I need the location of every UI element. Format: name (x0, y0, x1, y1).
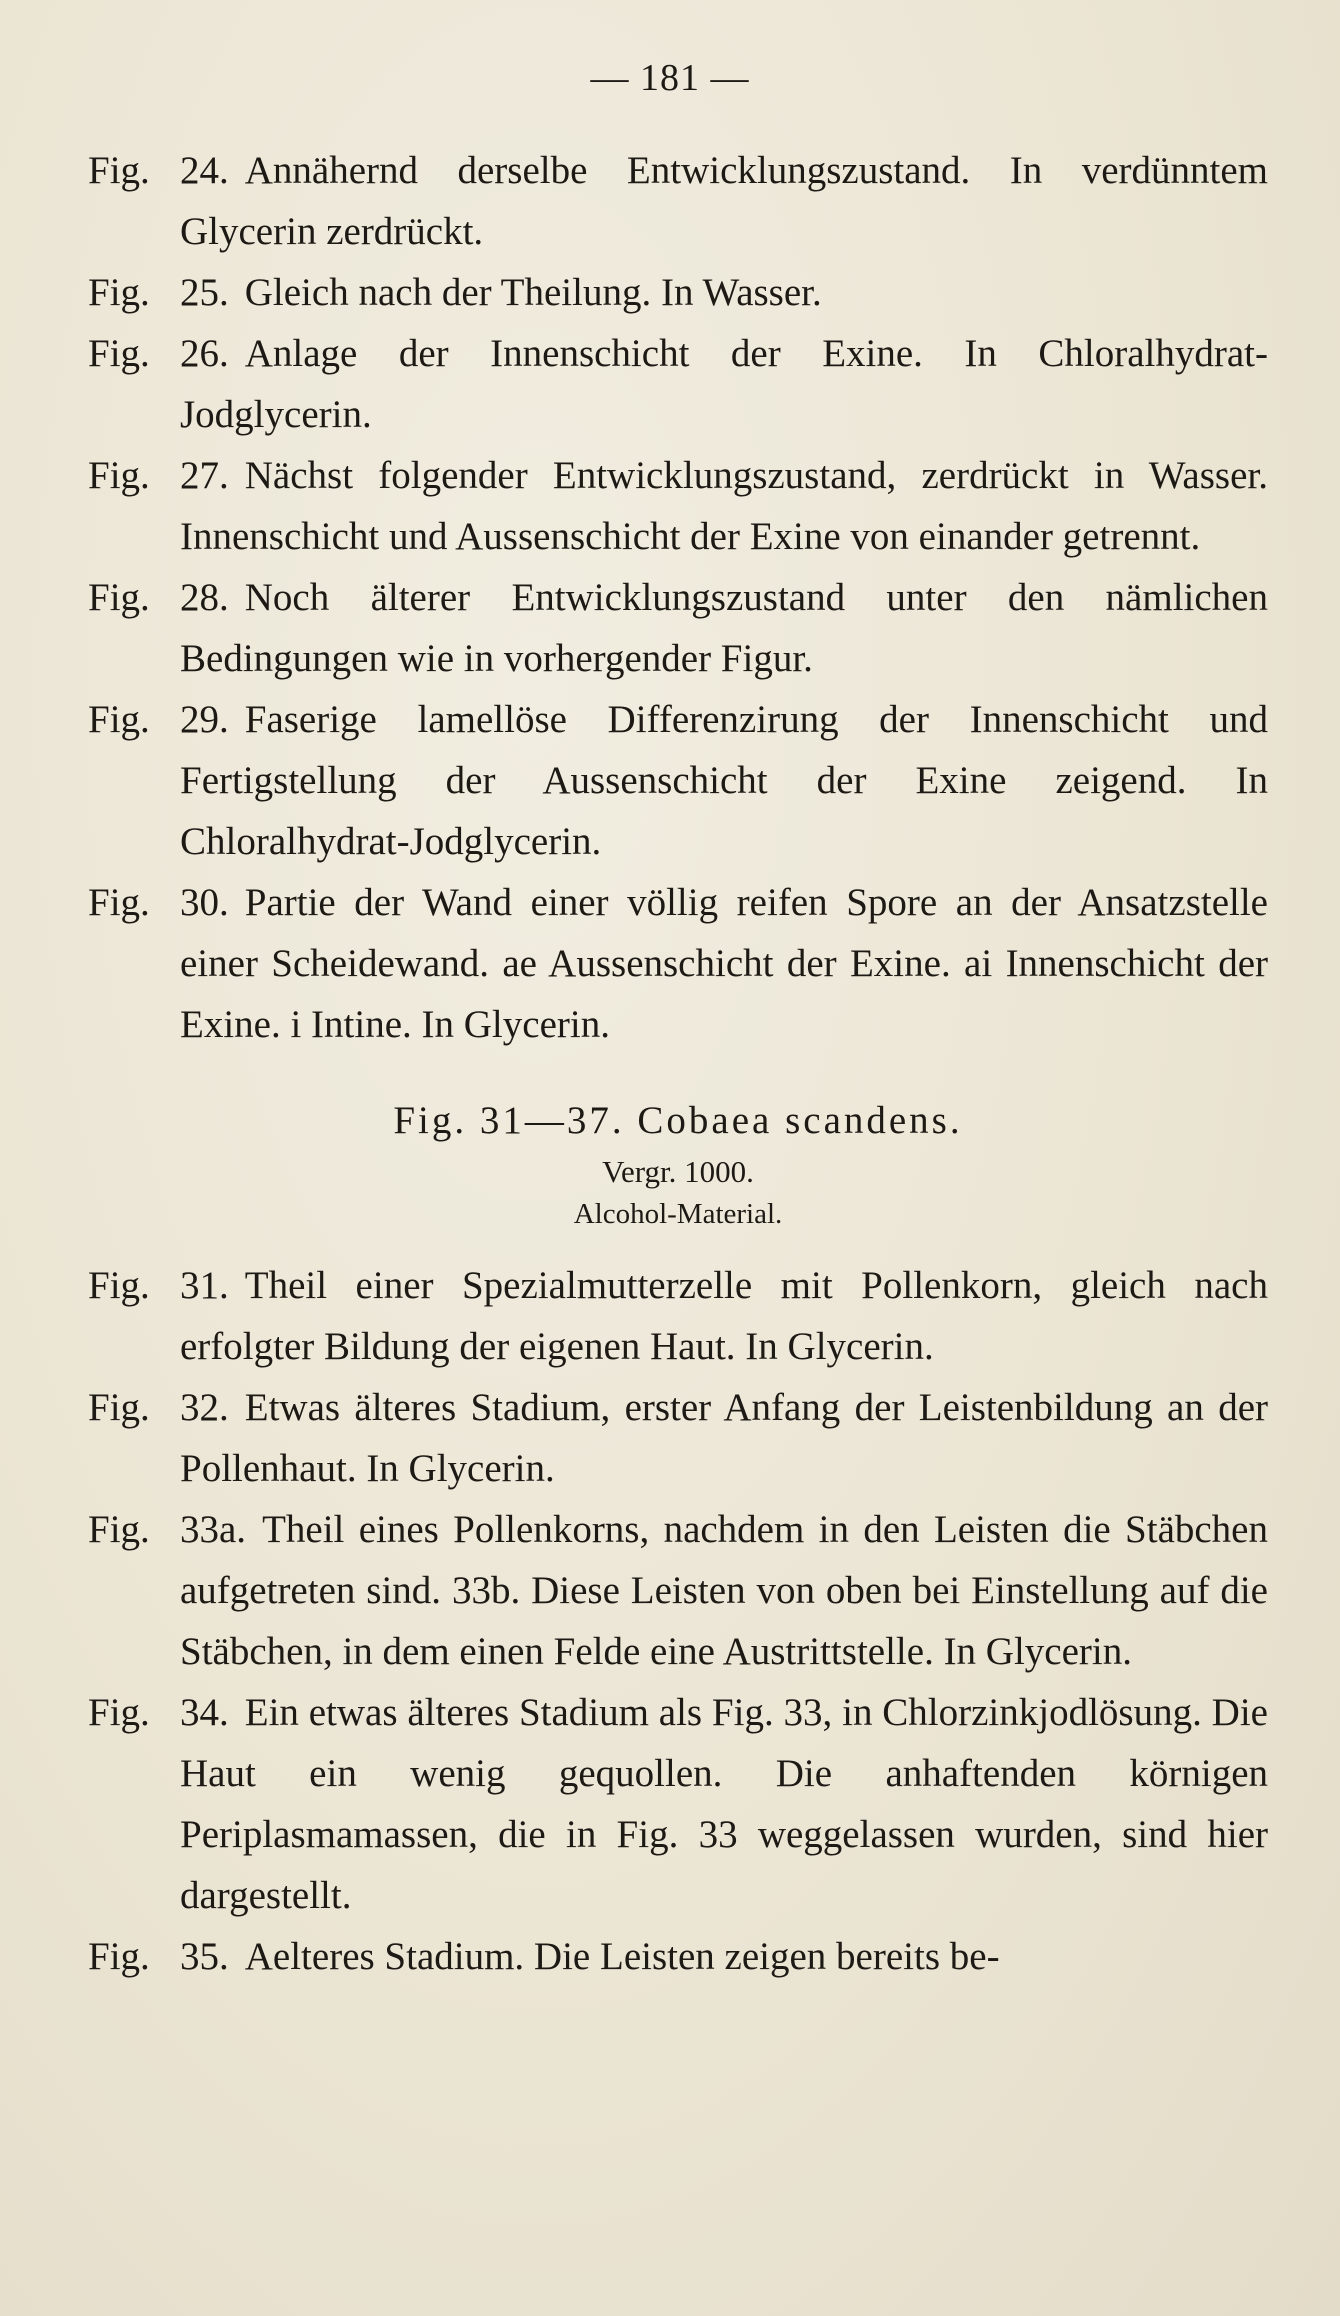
figure-label: Fig. (88, 454, 150, 497)
figure-caption (88, 1926, 1268, 1987)
figure-label: Fig. (88, 149, 150, 192)
figure-caption (88, 1499, 1268, 1682)
figure-number: 35. (180, 1935, 229, 1978)
caption-list-top (88, 140, 1268, 1055)
figure-label: Fig. (88, 1508, 150, 1551)
figure-number: 33a. (180, 1508, 247, 1551)
figure-label: Fig. (88, 881, 150, 924)
figure-caption (88, 1377, 1268, 1499)
section-heading (88, 1091, 1268, 1235)
figure-number: 32. (180, 1386, 229, 1429)
page-number: — 181 — (590, 57, 750, 99)
figure-description: Nächst folgender Entwicklungszustand, zerdrückt in Wasser. Innenschicht und Aussenschicht der Exine von einander getrennt. (180, 454, 1268, 558)
figure-description: Theil eines Pollenkorns, nachdem in den Leisten die Stäbchen aufgetreten sind. 33b. Diese Leisten von oben bei Einstellung auf die Stäbchen, in dem einen Felde eine Austrittstelle. In Glycerin. (180, 1508, 1268, 1673)
figure-label: Fig. (88, 576, 150, 619)
figure-caption (88, 1255, 1268, 1377)
figure-label: Fig. (88, 332, 150, 375)
figure-description: Etwas älteres Stadium, erster Anfang der Leistenbildung an der Pollenhaut. In Glycerin. (180, 1386, 1268, 1490)
figure-number: 24. (180, 149, 229, 192)
figure-description: Partie der Wand einer völlig reifen Spore an der Ansatzstelle einer Scheidewand. ae Aussenschicht der Exine. ai Innenschicht der Exine. i Intine. In Glycerin. (180, 881, 1268, 1046)
figure-description: Ein etwas älteres Stadium als Fig. 33, in Chlorzinkjodlösung. Die Haut ein wenig gequollen. Die anhaftenden körnigen Periplasmamassen, die in Fig. 33 weggelassen wurden, sind hier dargestellt. (180, 1691, 1268, 1917)
section-material: Alcohol-Material. (573, 1198, 783, 1230)
figure-number: 30. (180, 881, 229, 924)
figure-description: Annähernd derselbe Entwicklungszustand. In verdünntem Glycerin zerdrückt. (180, 149, 1268, 253)
figure-label: Fig. (88, 1935, 150, 1978)
figure-label: Fig. (88, 1386, 150, 1429)
figure-description: Aelteres Stadium. Die Leisten zeigen bereits be- (244, 1935, 1000, 1978)
figure-number: 28. (180, 576, 229, 619)
figure-description: Anlage der Innenschicht der Exine. In Chloralhydrat-Jodglycerin. (180, 332, 1268, 436)
figure-caption (88, 323, 1268, 445)
figure-description: Faserige lamellöse Differenzirung der Innenschicht und Fertigstellung der Aussenschicht der Exine zeigend. In Chloralhydrat-Jodglycerin. (180, 698, 1268, 863)
figure-caption (88, 872, 1268, 1055)
figure-number: 29. (180, 698, 229, 741)
section-magnification: Vergr. 1000. (602, 1154, 754, 1189)
caption-list-bottom (88, 1255, 1268, 1987)
figure-caption (88, 140, 1268, 262)
figure-label: Fig. (88, 271, 150, 314)
figure-label: Fig. (88, 698, 150, 741)
figure-description: Noch älterer Entwicklungszustand unter den nämlichen Bedingungen wie in vorhergender Figur. (180, 576, 1268, 680)
figure-caption (88, 567, 1268, 689)
figure-label: Fig. (88, 1691, 150, 1734)
figure-caption (88, 262, 1268, 323)
figure-number: 31. (180, 1264, 229, 1307)
figure-number: 34. (180, 1691, 229, 1734)
figure-number: 27. (180, 454, 229, 497)
figure-captions (88, 140, 1268, 1987)
figure-label: Fig. (88, 1264, 150, 1307)
figure-number: 25. (180, 271, 229, 314)
figure-description: Gleich nach der Theilung. In Wasser. (244, 271, 822, 314)
section-title: Fig. 31—37. Cobaea scandens. (393, 1099, 963, 1142)
figure-caption (88, 1682, 1268, 1926)
figure-description: Theil einer Spezialmutterzelle mit Pollenkorn, gleich nach erfolgter Bildung der eigenen Haut. In Glycerin. (180, 1264, 1268, 1368)
figure-number: 26. (180, 332, 229, 375)
figure-caption (88, 689, 1268, 872)
figure-caption (88, 445, 1268, 567)
